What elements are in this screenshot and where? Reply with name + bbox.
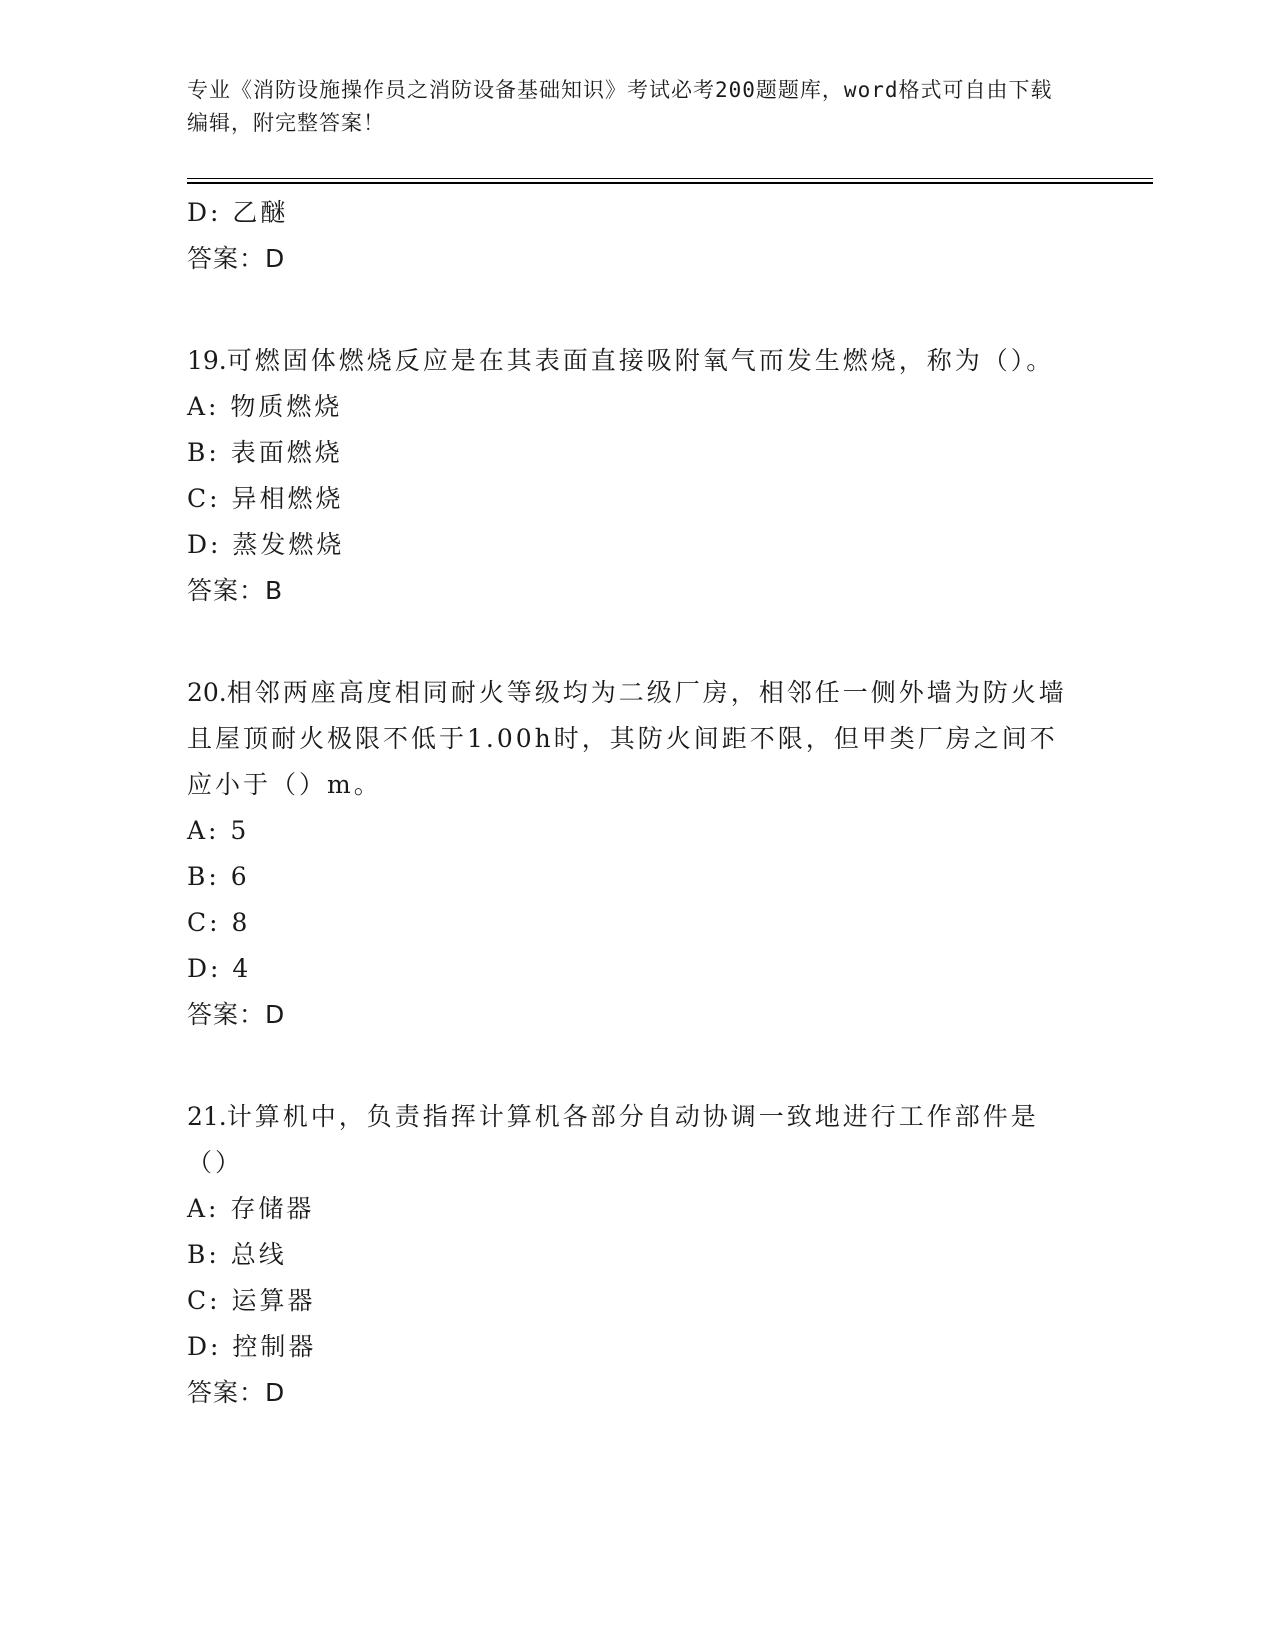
option-a: A: 5 [187,816,250,845]
question-stem: 相邻两座高度相同耐火等级均为二级厂房，相邻任一侧外墙为防火墙且屋顶耐火极限不低于1.00h时，其防火间距不限，但甲类厂房之间不应小于（）m。 [187,678,1067,799]
option-b: B: 6 [187,862,250,891]
question-number: 20. [187,678,227,707]
question-stem: 可燃固体燃烧反应是在其表面直接吸附氧气而发生燃烧，称为（）。 [226,346,1055,375]
question-21 [187,1094,1077,1416]
document-body [187,190,1077,1416]
option-c: C: 异相燃烧 [187,484,344,513]
option-b: B: 表面燃烧 [187,438,343,467]
header-divider-thin [187,178,1153,179]
header-title: 专业《消防设施操作员之消防设备基础知识》考试必考200题题库，word格式可自由下载编辑，附完整答案！ [187,78,1053,135]
option-c: C: 8 [187,908,251,937]
question-text [187,670,1077,808]
question-text [187,338,1077,384]
header-divider-thick [187,182,1153,184]
option-d: D: 乙醚 [187,198,289,227]
question-number: 21. [187,1102,227,1131]
option-a: A: 存储器 [187,1194,315,1223]
option-c: C: 运算器 [187,1286,316,1315]
option-a: A: 物质燃烧 [187,392,343,421]
option-d: D: 蒸发燃烧 [187,530,345,559]
question-stem: 计算机中，负责指挥计算机各部分自动协调一致地进行工作部件是（） [187,1102,1039,1177]
answer-line: 答案：D [187,1000,286,1029]
question-19 [187,338,1077,614]
previous-question-tail [187,190,1077,282]
question-20 [187,670,1077,1038]
question-text [187,1094,1077,1186]
option-d: D: 4 [187,954,252,983]
answer-line: 答案：B [187,576,284,605]
answer-line: 答案：D [187,244,286,273]
answer-line: 答案：D [187,1378,286,1407]
option-d: D: 控制器 [187,1332,317,1361]
page-header [187,74,1067,140]
option-b: B: 总线 [187,1240,287,1269]
question-number: 19. [187,346,227,375]
